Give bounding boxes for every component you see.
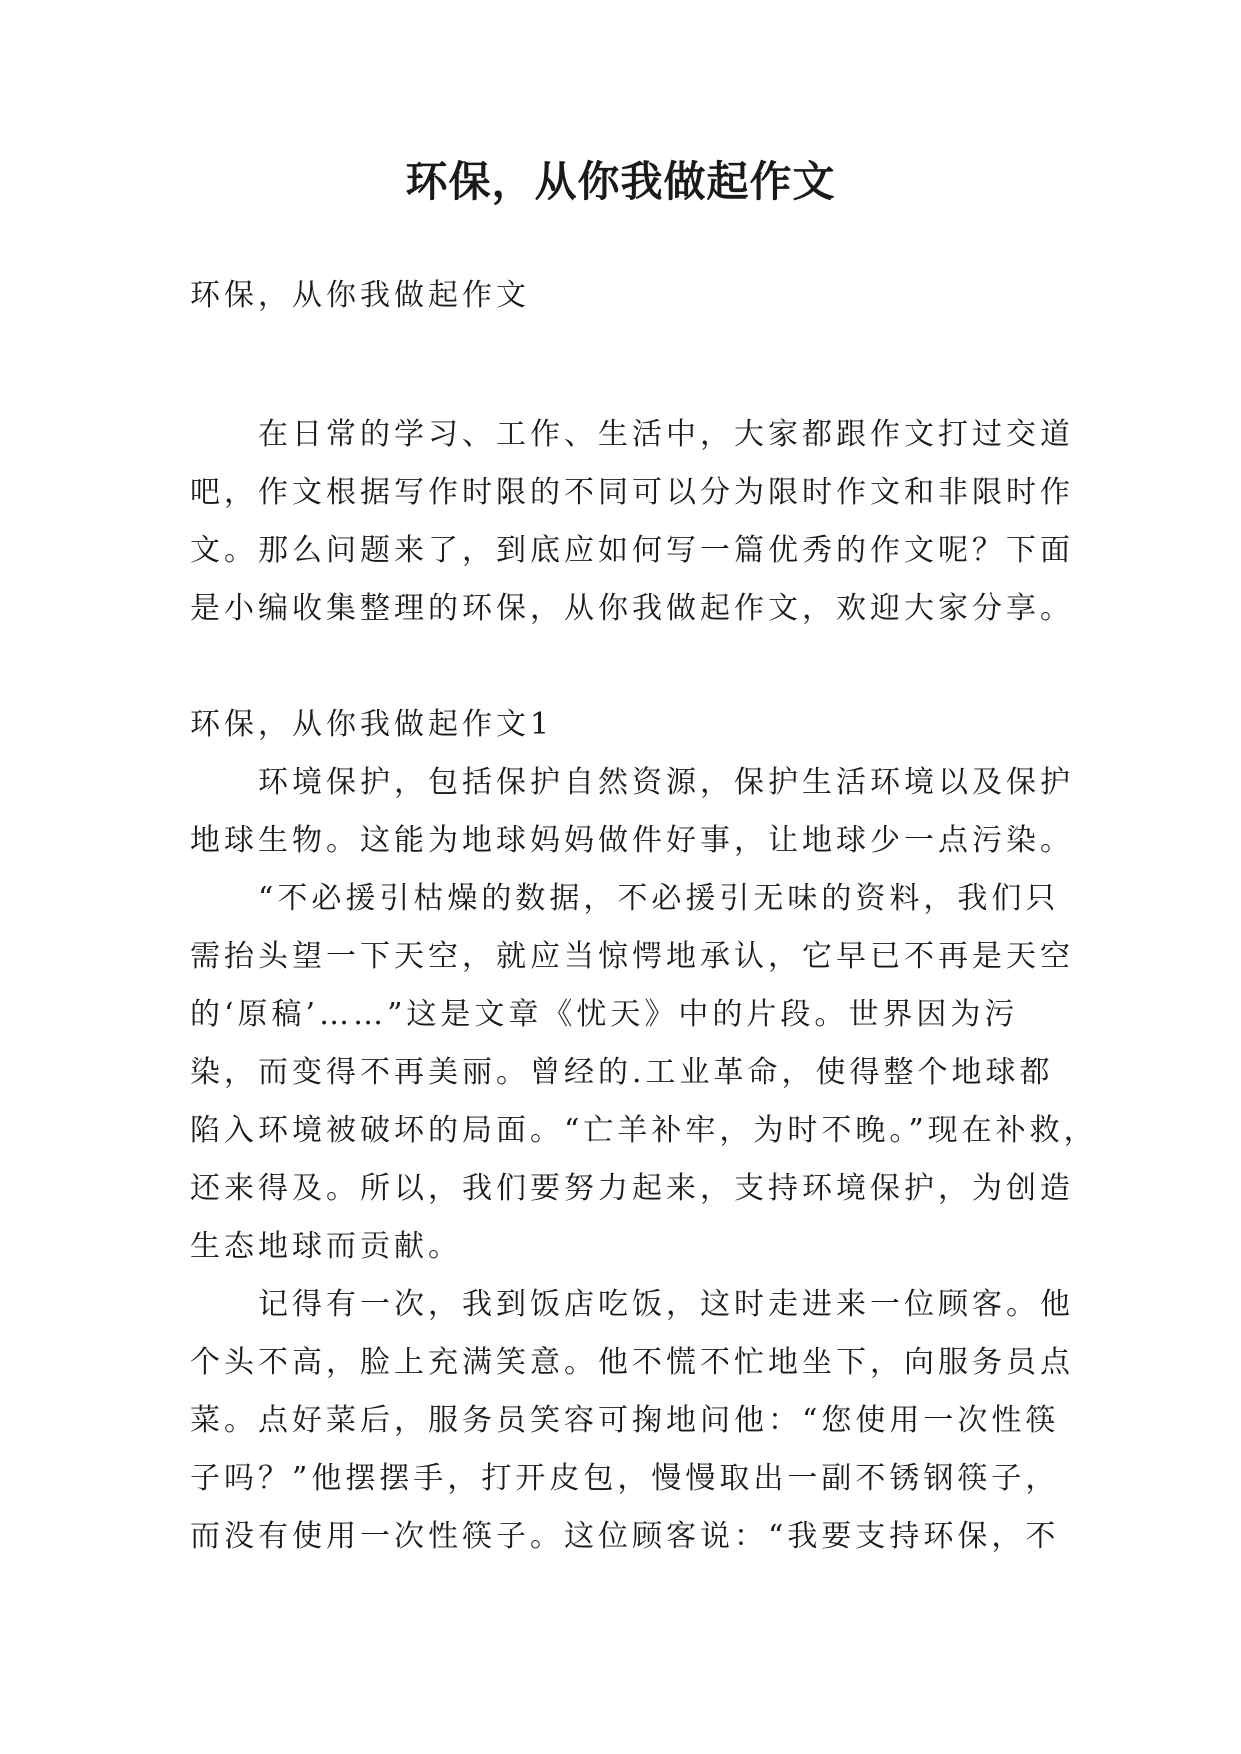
subtitle-line: 环保，从你我做起作文 <box>190 278 530 313</box>
text-line: 是小编收集整理的环保，从你我做起作文，欢迎大家分享。 <box>190 591 1074 626</box>
intro-paragraph <box>190 406 1074 638</box>
text-line: 环境保护，包括保护自然资源，保护生活环境以及保护 <box>190 765 1074 800</box>
text-line: 还来得及。所以，我们要努力起来，支持环境保护，为创造 <box>190 1171 1074 1206</box>
text-line: “不必援引枯燥的数据，不必援引无味的资料，我们只 <box>190 881 1060 916</box>
text-line: 陷入环境被破坏的局面。“亡羊补牢，为时不晚。”现在补救， <box>190 1113 1098 1148</box>
document-subtitle <box>190 267 1060 325</box>
essay-section-1 <box>190 696 1098 1566</box>
text-line: 而没有使用一次性筷子。这位顾客说：“我要支持环保，不 <box>190 1519 1060 1554</box>
text-line: 记得有一次，我到饭店吃饭，这时走进来一位顾客。他 <box>190 1287 1074 1322</box>
text-line: 个头不高，脸上充满笑意。他不慌不忙地坐下，向服务员点 <box>190 1345 1074 1380</box>
text-line: 染，而变得不再美丽。曾经的.工业革命，使得整个地球都 <box>190 1055 1054 1090</box>
text-line: 地球生物。这能为地球妈妈做件好事，让地球少一点污染。 <box>190 823 1074 858</box>
document-title: 环保，从你我做起作文 <box>405 157 836 206</box>
text-line: 文。那么问题来了，到底应如何写一篇优秀的作文呢？下面 <box>190 533 1074 568</box>
text-line: 子吗？”他摆摆手，打开皮包，慢慢取出一副不锈钢筷子， <box>190 1461 1060 1496</box>
text-line: 生态地球而贡献。 <box>190 1229 462 1264</box>
text-line: 菜。点好菜后，服务员笑容可掬地问他：“您使用一次性筷 <box>190 1403 1060 1438</box>
text-line: 的‘原稿’……”这是文章《忧天》中的片段。世界因为污 <box>190 997 1019 1032</box>
text-line: 吧，作文根据写作时限的不同可以分为限时作文和非限时作 <box>190 475 1074 510</box>
section-heading: 环保，从你我做起作文1 <box>190 707 554 742</box>
text-line: 在日常的学习、工作、生活中，大家都跟作文打过交道 <box>190 417 1074 452</box>
text-line: 需抬头望一下天空，就应当惊愕地承认，它早已不再是天空 <box>190 939 1074 974</box>
